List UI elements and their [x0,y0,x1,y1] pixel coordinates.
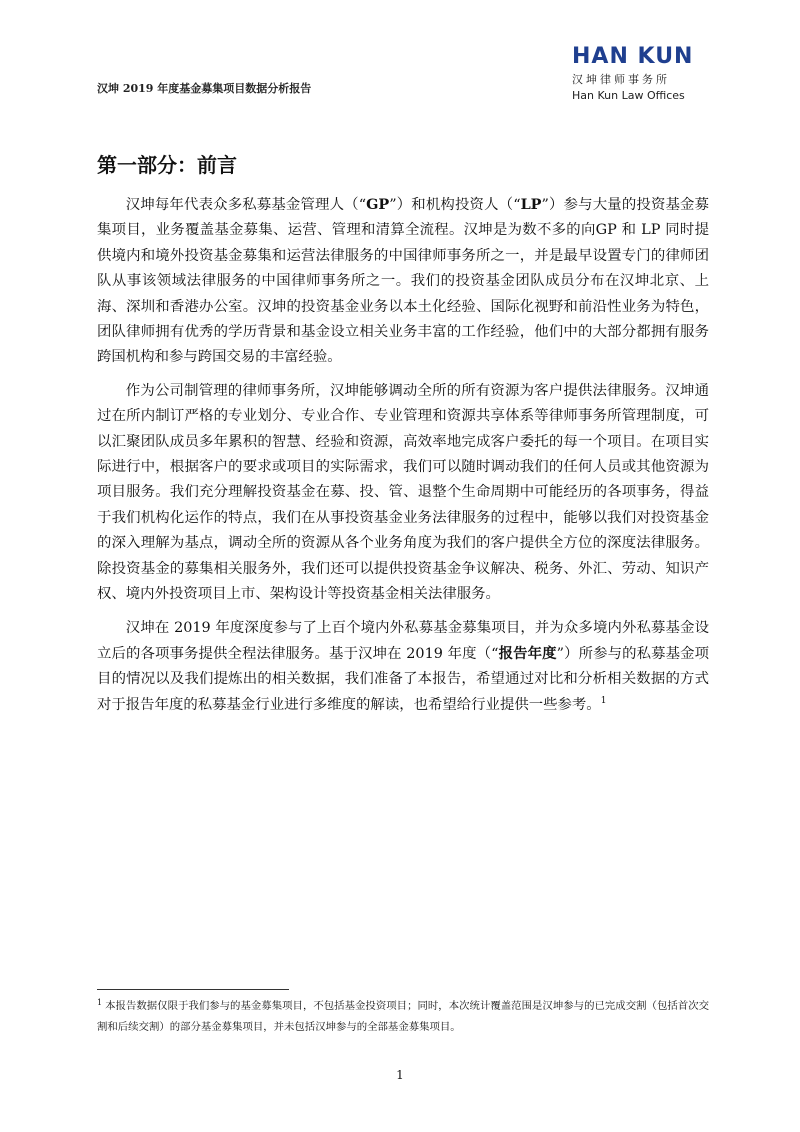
logo-han: HAN [572,44,629,69]
p1-text-2: ”）和机构投资人（“ [389,197,521,213]
section-heading: 第一部分：前言 [97,153,237,177]
footnote-text: 本报告数据仅限于我们参与的基金募集项目，不包括基金投资项目；同时，本次统计覆盖范围是汉坤参与的已完成交割（包括首次交割和后续交割）的部分基金募集项目，并未包括汉坤参与的全部基金募集项目。 [97,1000,709,1033]
footnote-number: 1 [97,997,103,1007]
paragraph-3 [97,616,709,719]
p1-text-3: ”）参与大量的投资基金募集项目，业务覆盖基金募集、运营、管理和清算全流程。汉坤是为数不多的向GP 和 LP 同时提供境内和境外投资基金募集和运营法律服务的中国律师事务所之一，并是最早设置专门的律师团队从事该领域法律服务的中国律师事务所之一。我们的投资基金团队成员分布在汉坤北京、上海、深圳和香港办公室。汉坤的投资基金业务以本土化经验、国际化视野和前沿性业务为特色，团队律师拥有优秀的学历背景和基金设立相关业务丰富的工作经验，他们中的大部分都拥有服务跨国机构和参与跨国交易的丰富经验。 [97,197,710,366]
running-header-title: 汉坤 2019 年度基金募集项目数据分析报告 [97,82,312,95]
p1-bold-gp: GP [366,196,390,213]
page-number: 1 [396,1068,404,1082]
footnote-reference[interactable]: 1 [600,695,607,706]
p3-text-2: ”）所参与的私募基金项目的情况以及我们提炼出的相关数据，我们准备了本报告，希望通过对比和分析相关数据的方式对于报告年度的私募基金行业进行多维度的解读，也希望给行业提供一些参考。 [97,645,709,713]
footnote-divider [97,989,289,990]
p3-text-1: 汉坤在 2019 年度深度参与了上百个境内外私募基金募集项目，并为众多境内外私募基金设立后的各项事务提供全程法律服务。基于汉坤在 2019 年度（“ [97,619,709,662]
logo-english-name: Han Kun Law Offices [572,89,685,102]
paragraph-1 [97,192,709,371]
paragraph-2: 作为公司制管理的律师事务所，汉坤能够调动全所的所有资源为客户提供法律服务。汉坤通过在所内制订严格的专业划分、专业合作、专业管理和资源共享体系等律师事务所管理制度，可以汇聚团队成员多年累积的智慧、经验和资源，高效率地完成客户委托的每一个项目。在项目实际进行中，根据客户的要求或项目的实际需求，我们可以随时调动我们的任何人员或其他资源为项目服务。我们充分理解投资基金在募、投、管、退整个生命周期中可能经历的各项事务，得益于我们机构化运作的特点，我们在从事投资基金业务法律服务的过程中，能够以我们对投资基金的深入理解为基点，调动全所的资源从各个业务角度为我们的客户提供全方位的深度法律服务。除投资基金的募集相关服务外，我们还可以提供投资基金争议解决、税务、外汇、劳动、知识产权、境内外投资项目上市、架构设计等投资基金相关法律服务。 [97,382,709,603]
logo-kun: KUN [637,44,694,69]
p1-bold-lp: LP [520,196,542,213]
p3-bold-report-year: 报告年度 [498,644,557,662]
firm-logo [572,46,702,102]
p1-text-1: 汉坤每年代表众多私募基金管理人（“ [125,197,367,213]
body-text [97,192,709,726]
logo-chinese-name: 汉坤律师事务所 [572,73,670,86]
footnote [97,996,709,1038]
logo-wordmark [572,46,702,68]
